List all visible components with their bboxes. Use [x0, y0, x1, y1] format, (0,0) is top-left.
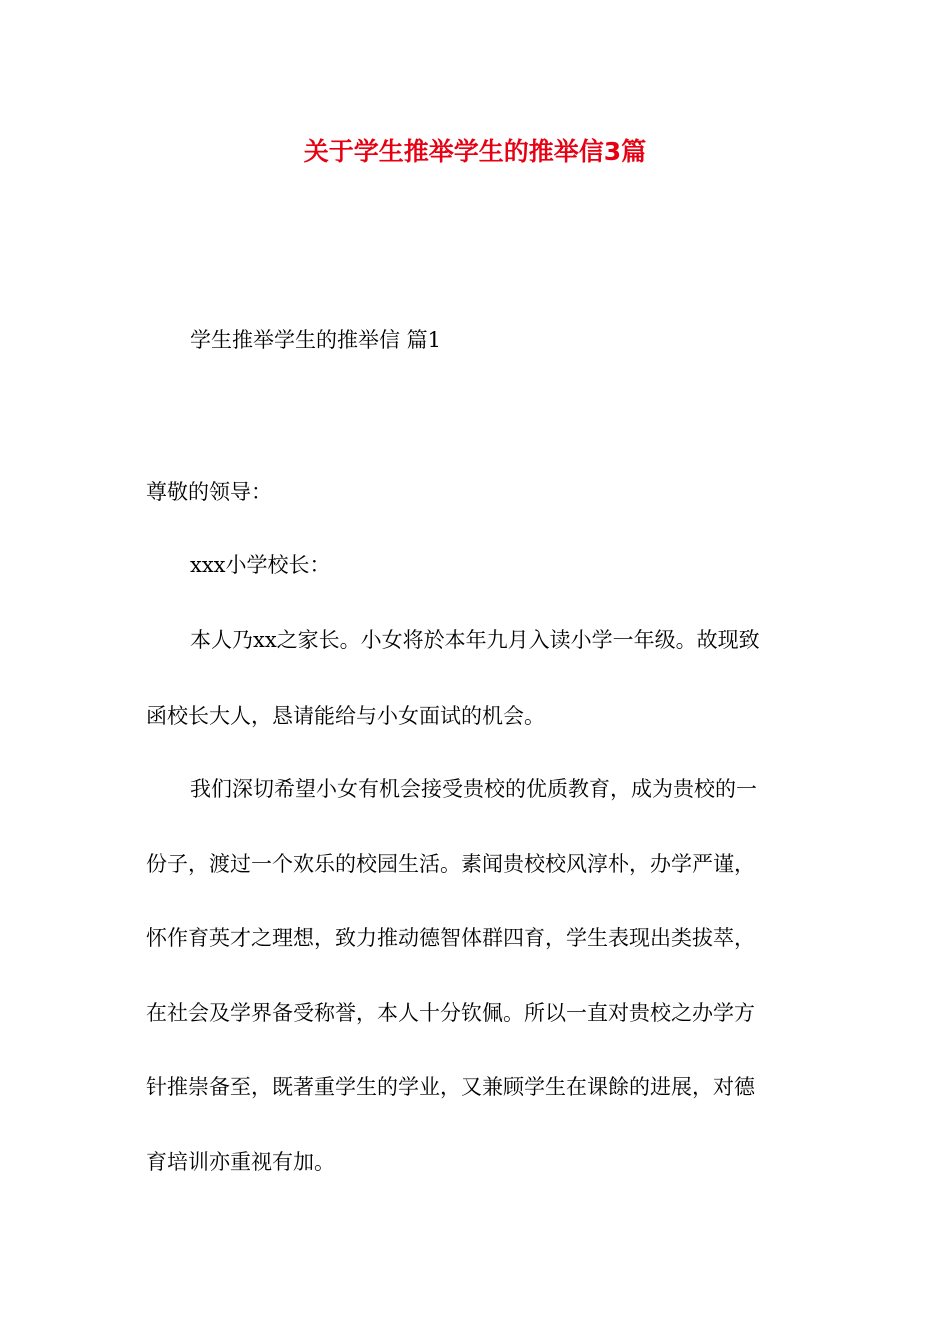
paragraph1-line2: 函校长大人，恳请能给与小女面试的机会。 [146, 704, 545, 728]
paragraph2-line6: 育培训亦重视有加。 [146, 1150, 335, 1174]
salutation: 尊敬的领导： [146, 480, 272, 504]
addressee: xxx小学校长： [190, 553, 331, 577]
paragraph1-line1: 本人乃xx之家长。小女将於本年九月入读小学一年级。故现致 [190, 628, 760, 652]
paragraph2-line3: 怀作育英才之理想，致力推动德智体群四育，学生表现出类拔萃， [146, 926, 755, 950]
paragraph2-line2: 份子，渡过一个欢乐的校园生活。素闻贵校校风淳朴，办学严谨， [146, 852, 755, 876]
paragraph2-line4: 在社会及学界备受称誉，本人十分钦佩。所以一直对贵校之办学方 [146, 1001, 755, 1025]
document-title: 关于学生推举学生的推举信3篇 [303, 137, 647, 166]
paragraph2-line1: 我们深切希望小女有机会接受贵校的优质教育，成为贵校的一 [190, 777, 757, 801]
paragraph2-line5: 针推崇备至，既著重学生的学业，又兼顾学生在课餘的进展，对德 [146, 1075, 755, 1099]
section-heading: 学生推举学生的推举信 篇1 [190, 328, 442, 352]
